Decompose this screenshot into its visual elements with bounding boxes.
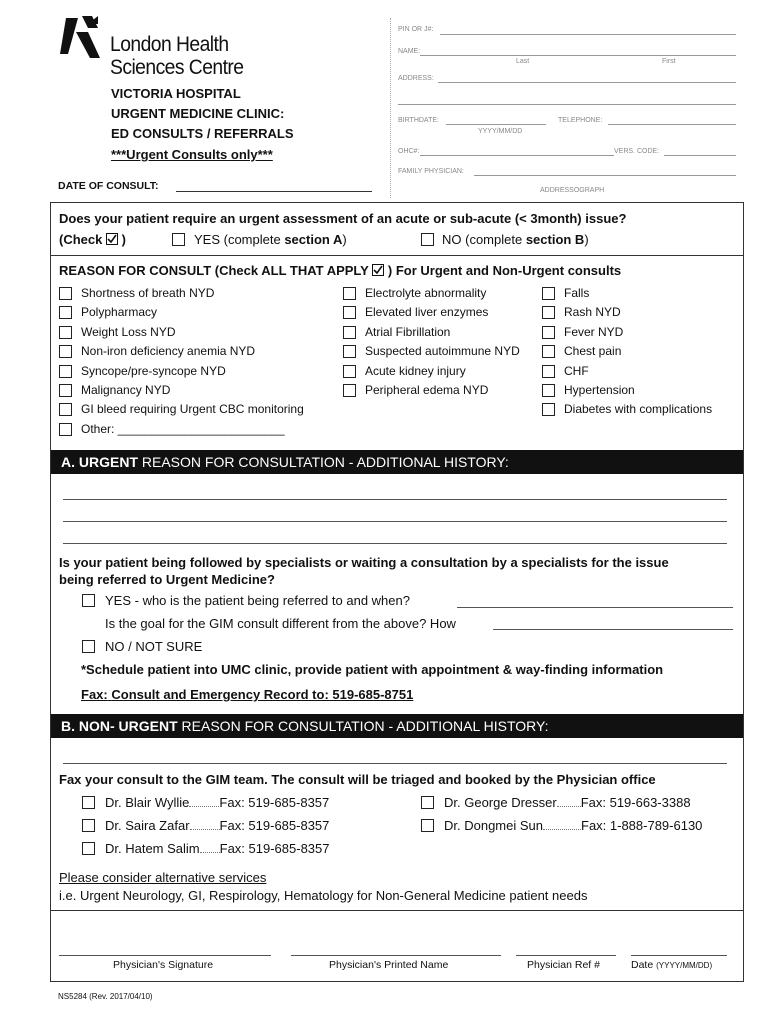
doctor-checkbox[interactable] bbox=[421, 796, 434, 809]
reason-label: Diabetes with complications bbox=[564, 402, 713, 417]
doctor-row bbox=[105, 818, 329, 833]
doctor-name: Dr. Blair Wyllie bbox=[105, 795, 190, 810]
reason-label: Malignancy NYD bbox=[81, 383, 171, 397]
doctor-name: Dr. Hatem Salim bbox=[105, 841, 200, 856]
reason-checkbox[interactable] bbox=[343, 365, 356, 378]
address-field-2[interactable] bbox=[398, 104, 736, 105]
reason-checkbox[interactable] bbox=[343, 287, 356, 300]
reason-checkbox[interactable] bbox=[343, 384, 356, 397]
reason-label: Electrolyte abnormality bbox=[365, 286, 487, 300]
alt-services-title: Please consider alternative services bbox=[59, 870, 267, 885]
birthdate-field[interactable] bbox=[446, 124, 546, 125]
specialist-no-label: NO / NOT SURE bbox=[105, 639, 203, 654]
signature-label: Physician's Signature bbox=[113, 959, 214, 971]
first-name-sub: First bbox=[662, 58, 676, 65]
history-a-line-1[interactable] bbox=[63, 499, 727, 500]
reason-checkbox[interactable] bbox=[59, 403, 72, 416]
reason-label: Shortness of breath NYD bbox=[81, 286, 215, 300]
date-label: Date (YYYY/MM/DD) bbox=[631, 959, 713, 971]
doctor-row bbox=[444, 818, 702, 833]
divider-1 bbox=[51, 255, 743, 256]
reason-checkbox[interactable] bbox=[343, 326, 356, 339]
reason-checkbox[interactable] bbox=[59, 423, 72, 436]
reason-checkbox[interactable] bbox=[59, 345, 72, 358]
reason-checkbox[interactable] bbox=[542, 326, 555, 339]
signature-field[interactable] bbox=[59, 955, 271, 956]
pin-label: PIN OR J#: bbox=[398, 26, 434, 33]
dot-leader bbox=[543, 829, 581, 830]
dot-leader bbox=[190, 829, 220, 830]
doctor-fax: Fax: 519-685-8357 bbox=[219, 818, 330, 833]
goal-question: Is the goal for the GIM consult different from the above? How bbox=[105, 616, 456, 631]
reason-label: Non-iron deficiency anemia NYD bbox=[81, 344, 256, 359]
family-physician-field[interactable] bbox=[474, 175, 736, 176]
doctor-name: Dr. Dongmei Sun bbox=[444, 818, 543, 833]
name-label: NAME: bbox=[398, 48, 421, 55]
printed-name-label: Physician's Printed Name bbox=[329, 959, 449, 971]
reason-label: GI bleed requiring Urgent CBC monitoring bbox=[81, 402, 304, 417]
doctor-row bbox=[444, 795, 691, 810]
dot-leader bbox=[200, 852, 220, 853]
reason-label: Atrial Fibrillation bbox=[365, 324, 451, 339]
alt-services-text: i.e. Urgent Neurology, GI, Respirology, Hematology for Non-General Medicine patient needs bbox=[59, 888, 588, 903]
doctor-checkbox[interactable] bbox=[82, 796, 95, 809]
doctor-fax: Fax: 519-663-3388 bbox=[580, 795, 691, 810]
ref-number-field[interactable] bbox=[516, 955, 616, 956]
reason-checkbox[interactable] bbox=[542, 384, 555, 397]
specialist-question-1: Is your patient being followed by specialists or waiting a consultation by a specialists for the issue bbox=[59, 555, 669, 570]
specialist-no-checkbox[interactable] bbox=[82, 640, 95, 653]
reason-label: Other: _________________________ bbox=[81, 421, 285, 436]
history-a-line-3[interactable] bbox=[63, 543, 727, 544]
specialist-who-field[interactable] bbox=[457, 607, 733, 608]
check-label bbox=[59, 232, 126, 247]
name-field[interactable] bbox=[420, 55, 736, 56]
pin-field[interactable] bbox=[440, 34, 736, 35]
address-field[interactable] bbox=[438, 82, 736, 83]
doctor-name: Dr. George Dresser bbox=[444, 795, 557, 810]
lhsc-logo bbox=[58, 14, 102, 60]
divider-signature bbox=[51, 910, 743, 911]
logo-text-line2: Sciences Centre bbox=[110, 56, 244, 79]
reason-checkbox[interactable] bbox=[542, 306, 555, 319]
consults-title: ED CONSULTS / REFERRALS bbox=[111, 126, 294, 141]
ohc-field[interactable] bbox=[420, 155, 614, 156]
doctor-name: Dr. Saira Zafar bbox=[105, 818, 190, 833]
addressograph-footer: ADDRESSOGRAPH bbox=[540, 187, 605, 194]
reason-checkbox[interactable] bbox=[542, 403, 555, 416]
ohc-label: OHC#: bbox=[398, 148, 420, 155]
section-b-header: B. NON- URGENT REASON FOR CONSULTATION - ADDITIONAL HISTORY: bbox=[51, 714, 743, 738]
clinic-name: URGENT MEDICINE CLINIC: bbox=[111, 106, 285, 121]
reason-label: Chest pain bbox=[564, 344, 622, 359]
dot-leader bbox=[189, 806, 219, 807]
birthdate-format: YYYY/MM/DD bbox=[478, 128, 523, 135]
last-name-sub: Last bbox=[516, 58, 530, 65]
urgent-only-note: ***Urgent Consults only*** bbox=[111, 147, 273, 162]
reason-label: Hypertension bbox=[564, 383, 635, 397]
telephone-field[interactable] bbox=[608, 124, 736, 125]
history-b-line-1[interactable] bbox=[63, 763, 727, 764]
date-of-consult-field[interactable] bbox=[176, 191, 372, 192]
reason-label: Falls bbox=[564, 286, 590, 300]
address-label: ADDRESS: bbox=[398, 75, 434, 82]
reason-label: Fever NYD bbox=[564, 324, 624, 339]
reason-checkbox[interactable] bbox=[542, 365, 555, 378]
doctor-fax: Fax: 1-888-789-6130 bbox=[581, 818, 703, 833]
reason-label: Acute kidney injury bbox=[365, 363, 466, 378]
reason-label: Elevated liver enzymes bbox=[365, 305, 489, 320]
reason-checkbox[interactable] bbox=[59, 326, 72, 339]
assessment-yes-label: YES (complete section A) bbox=[194, 232, 347, 247]
reason-label: Rash NYD bbox=[564, 305, 621, 320]
telephone-label: TELEPHONE: bbox=[558, 117, 603, 124]
check-text: (Check bbox=[59, 232, 103, 247]
consult-form-box bbox=[50, 202, 744, 982]
date-field[interactable] bbox=[631, 955, 727, 956]
doctor-fax: Fax: 519-685-8357 bbox=[219, 795, 330, 810]
assessment-no-checkbox[interactable] bbox=[421, 233, 434, 246]
reason-checkbox[interactable] bbox=[542, 345, 555, 358]
vers-code-label: VERS. CODE: bbox=[614, 148, 660, 155]
reason-label: Polypharmacy bbox=[81, 305, 158, 320]
assessment-no-label: NO (complete section B) bbox=[442, 232, 589, 247]
goal-how-field[interactable] bbox=[493, 629, 733, 630]
specialist-yes-label: YES - who is the patient being referred to and when? bbox=[105, 593, 410, 608]
reason-checkbox[interactable] bbox=[343, 306, 356, 319]
printed-name-field[interactable] bbox=[291, 955, 501, 956]
doctor-row bbox=[105, 841, 330, 856]
addressograph-divider bbox=[390, 18, 391, 198]
reason-checkbox[interactable] bbox=[59, 287, 72, 300]
dot-leader bbox=[557, 806, 581, 807]
fax-instruction: Fax your consult to the GIM team. The consult will be triaged and booked by the Physician office bbox=[59, 772, 656, 787]
doctor-checkbox[interactable] bbox=[82, 842, 95, 855]
hospital-name: VICTORIA HOSPITAL bbox=[111, 86, 241, 101]
specialist-question-2: being referred to Urgent Medicine? bbox=[59, 572, 275, 587]
reason-checkbox[interactable] bbox=[542, 287, 555, 300]
fax-consult-line: Fax: Consult and Emergency Record to: 519-685-8751 bbox=[81, 687, 414, 702]
specialist-yes-checkbox[interactable] bbox=[82, 594, 95, 607]
reason-checkbox[interactable] bbox=[343, 345, 356, 358]
reason-checkbox[interactable] bbox=[59, 306, 72, 319]
reason-heading: REASON FOR CONSULT (Check ALL THAT APPLY ) For Urgent and Non-Urgent consults bbox=[59, 263, 622, 278]
reason-label: Suspected autoimmune NYD bbox=[365, 344, 520, 359]
doctor-checkbox[interactable] bbox=[82, 819, 95, 832]
vers-code-field[interactable] bbox=[664, 155, 736, 156]
doctor-checkbox[interactable] bbox=[421, 819, 434, 832]
ref-number-label: Physician Ref # bbox=[527, 959, 600, 971]
form-id: NS5284 (Rev. 2017/04/10) bbox=[58, 992, 153, 1001]
reason-label: Peripheral edema NYD bbox=[365, 383, 489, 397]
birthdate-label: BIRTHDATE: bbox=[398, 117, 439, 124]
reason-label: CHF bbox=[564, 363, 589, 378]
family-physician-label: FAMILY PHYSICIAN: bbox=[398, 168, 464, 175]
history-a-line-2[interactable] bbox=[63, 521, 727, 522]
date-of-consult-label: DATE OF CONSULT: bbox=[58, 180, 159, 192]
checked-box-icon bbox=[106, 233, 118, 245]
assessment-question: Does your patient require an urgent assessment of an acute or sub-acute (< 3month) issue? bbox=[59, 211, 627, 226]
logo-text-line1: London Health bbox=[110, 33, 229, 56]
doctor-fax: Fax: 519-685-8357 bbox=[219, 841, 330, 856]
doctor-row bbox=[105, 795, 329, 810]
assessment-yes-checkbox[interactable] bbox=[172, 233, 185, 246]
reason-checkbox[interactable] bbox=[59, 365, 72, 378]
check-close: ) bbox=[121, 232, 126, 247]
reason-checkbox[interactable] bbox=[59, 384, 72, 397]
schedule-note: *Schedule patient into UMC clinic, provide patient with appointment & way-finding information bbox=[81, 662, 664, 677]
section-a-header: A. URGENT REASON FOR CONSULTATION - ADDITIONAL HISTORY: bbox=[51, 450, 743, 474]
reason-label: Weight Loss NYD bbox=[81, 324, 176, 339]
checked-box-icon-2 bbox=[372, 264, 384, 276]
reason-label: Syncope/pre-syncope NYD bbox=[81, 363, 226, 378]
